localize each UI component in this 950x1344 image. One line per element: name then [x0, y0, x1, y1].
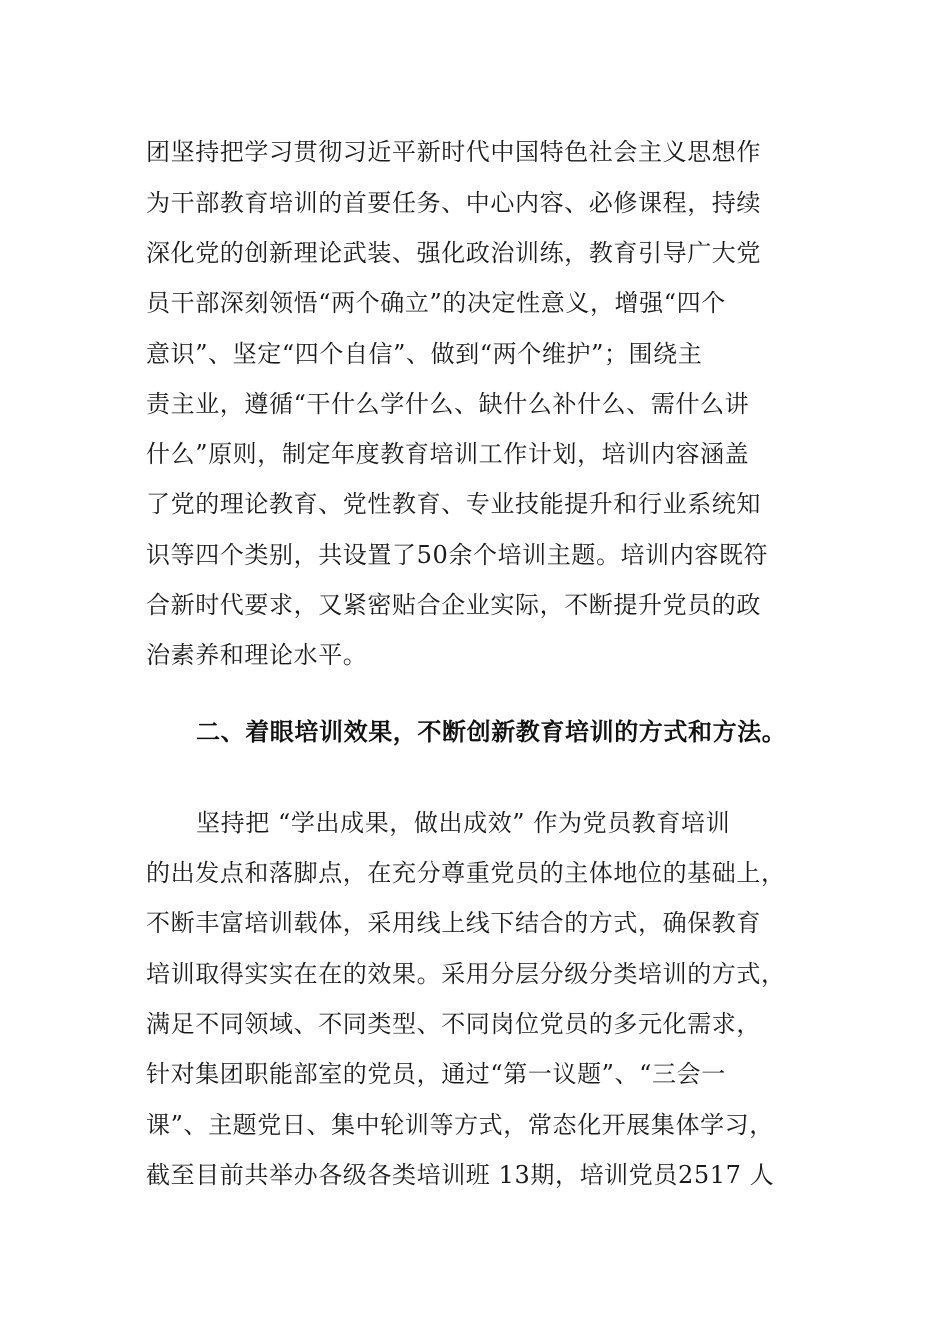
paragraph-line: 团坚持把学习贯彻习近平新时代中国特色社会主义思想作: [146, 138, 761, 166]
paragraph-line: 什么”原则，制定年度教育培训工作计划，培训内容涵盖: [146, 440, 750, 468]
paragraph-line: 不断丰富培训载体，采用线上线下结合的方式，确保教育: [146, 909, 761, 937]
paragraph-line: 课”、主题党日、集中轮训等方式，常态化开展集体学习，: [146, 1111, 774, 1139]
paragraph-line: 员干部深刻领悟“两个确立”的决定性意义，增强“四个: [146, 289, 726, 317]
paragraph-line: 满足不同领域、不同类型、不同岗位党员的多元化需求，: [146, 1010, 761, 1038]
paragraph-line: 针对集团职能部室的党员，通过“第一议题”、“三会一: [146, 1060, 726, 1088]
paragraph-line: 深化党的创新理论武装、强化政治训练，教育引导广大党: [146, 239, 761, 267]
paragraph-line: 为干部教育培训的首要任务、中心内容、必修课程，持续: [146, 189, 761, 217]
paragraph-line: 责主业，遵循“干什么学什么、缺什么补什么、需什么讲: [146, 390, 750, 418]
paragraph-line: 了党的理论教育、党性教育、专业技能提升和行业系统知: [146, 490, 761, 518]
paragraph-line: 培训取得实实在在的效果。采用分层分级分类培训的方式，: [146, 960, 786, 988]
paragraph-line: 坚持把 “学出成果，做出成效” 作为党员教育培训: [196, 809, 731, 837]
paragraph-line: 意识”、坚定“四个自信”、做到“两个维护”；围绕主: [146, 340, 703, 368]
section-heading: 二、着眼培训效果，不断创新教育培训的方式和方法。: [196, 718, 787, 746]
paragraph-line: 的出发点和落脚点，在充分尊重党员的主体地位的基础上，: [146, 859, 786, 887]
paragraph-line: 截至目前共举办各级各类培训班 13期，培训党员2517 人: [146, 1161, 775, 1189]
paragraph-line: 合新时代要求，又紧密贴合企业实际，不断提升党员的政: [146, 591, 761, 619]
paragraph-line: 治素养和理论水平。: [146, 641, 368, 669]
paragraph-line: 识等四个类别，共设置了50余个培训主题。培训内容既符: [146, 541, 769, 569]
